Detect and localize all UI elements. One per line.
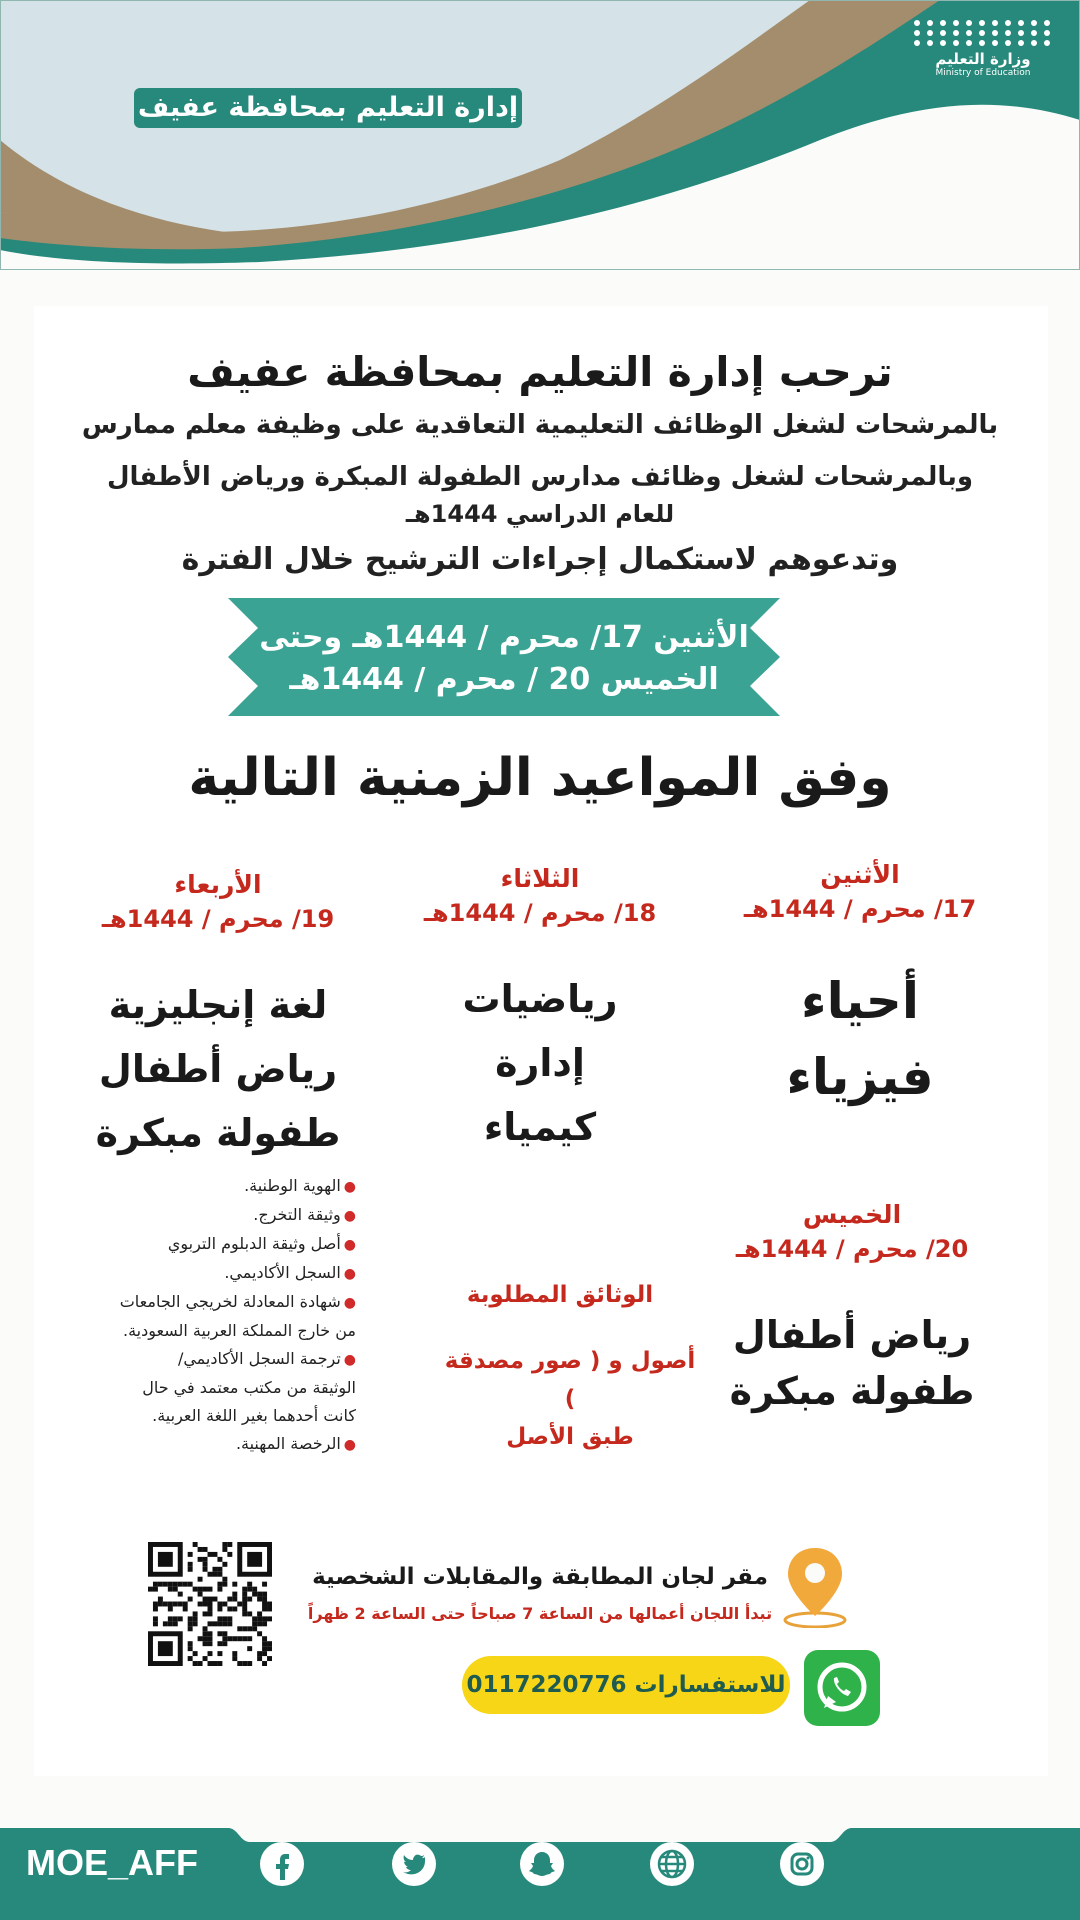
logo-dots-icon [908,20,1058,46]
day-date: 17/ محرم / 1444هـ [743,895,977,923]
schedule-title: وفق المواعيد الزمنية التالية [188,748,892,808]
day-name: الأربعاء [174,870,262,899]
social-handle: MOE_AFF [26,1842,199,1883]
subject: لغة إنجليزية [108,983,328,1027]
list-item: ●الهوية الوطنية. [244,1176,356,1195]
pin-icon: ● [343,1437,356,1453]
period-start: الأثنين 17/ محرم / 1444هـ وحتى [259,620,749,655]
documents-title: الوثائق المطلوبة [466,1282,654,1308]
list-item: ●شهادة المعادلة لخريجي الجامعات [119,1292,356,1311]
day-name: الأثنين [820,860,900,889]
pin-icon: ● [343,1266,356,1282]
intro-line-3: للعام الدراسي 1444هـ [405,500,675,528]
day-monday [710,860,1010,1115]
subject: إدارة [495,1041,585,1085]
subject: فيزياء [786,1048,934,1106]
intro-line-4: وتدعوهم لاستكمال إجراءات الترشيح خلال الفترة [181,542,899,577]
list-item: ●الرخصة المهنية. [235,1434,356,1453]
pin-icon: ● [343,1237,356,1253]
ministry-logo [908,20,1058,92]
pin-icon: ● [343,1295,356,1311]
welcome-title: ترحب إدارة التعليم بمحافظة عفيف [187,348,893,396]
committee-hours: تبدأ اللجان أعمالها من الساعة 7 صباحاً حتى الساعة 2 ظهراً [307,1604,773,1623]
day-date: 19/ محرم / 1444هـ [101,905,335,933]
subject: رياضيات [462,977,618,1021]
period-ribbon [228,598,780,716]
day-name: الثلاثاء [500,864,580,893]
ministry-name-ar: وزارة التعليم [935,50,1031,68]
list-item: ●ترجمة السجل الأكاديمي/ [177,1349,356,1368]
originals-line: طبق الأصل [506,1424,634,1450]
list-item: ●أصل وثيقة الدبلوم التربوي [167,1234,356,1253]
subject: رياض أطفال [732,1313,972,1357]
qr-code[interactable] [148,1542,272,1666]
day-thursday [702,1200,1002,1419]
day-date: 18/ محرم / 1444هـ [423,899,657,927]
subject: كيمياء [483,1105,597,1149]
subject: رياض أطفال [98,1047,338,1091]
instagram-icon[interactable] [780,1842,824,1886]
subject: أحياء [801,972,919,1030]
originals-line: أصول و ( صور مصدقة ) [444,1348,696,1412]
snapchat-icon[interactable] [520,1842,564,1886]
whatsapp-icon[interactable] [804,1650,880,1726]
documents-originals [440,1342,700,1456]
documents-list [70,1172,360,1459]
intro-line-2: وبالمرشحات لشغل وظائف مدارس الطفولة المبكرة ورياض الأطفال [106,462,974,492]
day-date: 20/ محرم / 1444هـ [735,1235,969,1263]
pin-icon: ● [343,1352,356,1368]
period-end: الخميس 20 / محرم / 1444هـ [289,662,719,697]
enquiries-phone[interactable]: للاستفسارات 0117220776 [462,1656,790,1714]
twitter-icon[interactable] [392,1842,436,1886]
committee-location: مقر لجان المطابقة والمقابلات الشخصية [312,1564,768,1590]
subject: طفولة مبكرة [729,1369,975,1413]
intro-line-1: بالمرشحات لشغل الوظائف التعليمية التعاقدية على وظيفة معلم ممارس [81,410,999,440]
pin-icon: ● [343,1179,356,1195]
department-badge: إدارة التعليم بمحافظة عفيف [134,88,522,128]
list-item: ●وثيقة التخرج. [253,1205,356,1224]
list-item: ●السجل الأكاديمي. [224,1263,356,1282]
day-wednesday [68,870,368,1165]
list-item: كانت أحدهما بغير اللغة العربية. [152,1406,356,1425]
globe-icon[interactable] [650,1842,694,1886]
list-item: الوثيقة من مكتب معتمد في حال [142,1378,356,1397]
day-tuesday [390,864,690,1159]
day-name: الخميس [802,1200,902,1229]
list-item: من خارج المملكة العربية السعودية. [123,1321,356,1340]
location-pin-icon [780,1544,850,1628]
pin-icon: ● [343,1208,356,1224]
ministry-name-en: Ministry of Education [935,68,1031,78]
facebook-icon[interactable] [260,1842,304,1886]
subject: طفولة مبكرة [95,1111,341,1155]
